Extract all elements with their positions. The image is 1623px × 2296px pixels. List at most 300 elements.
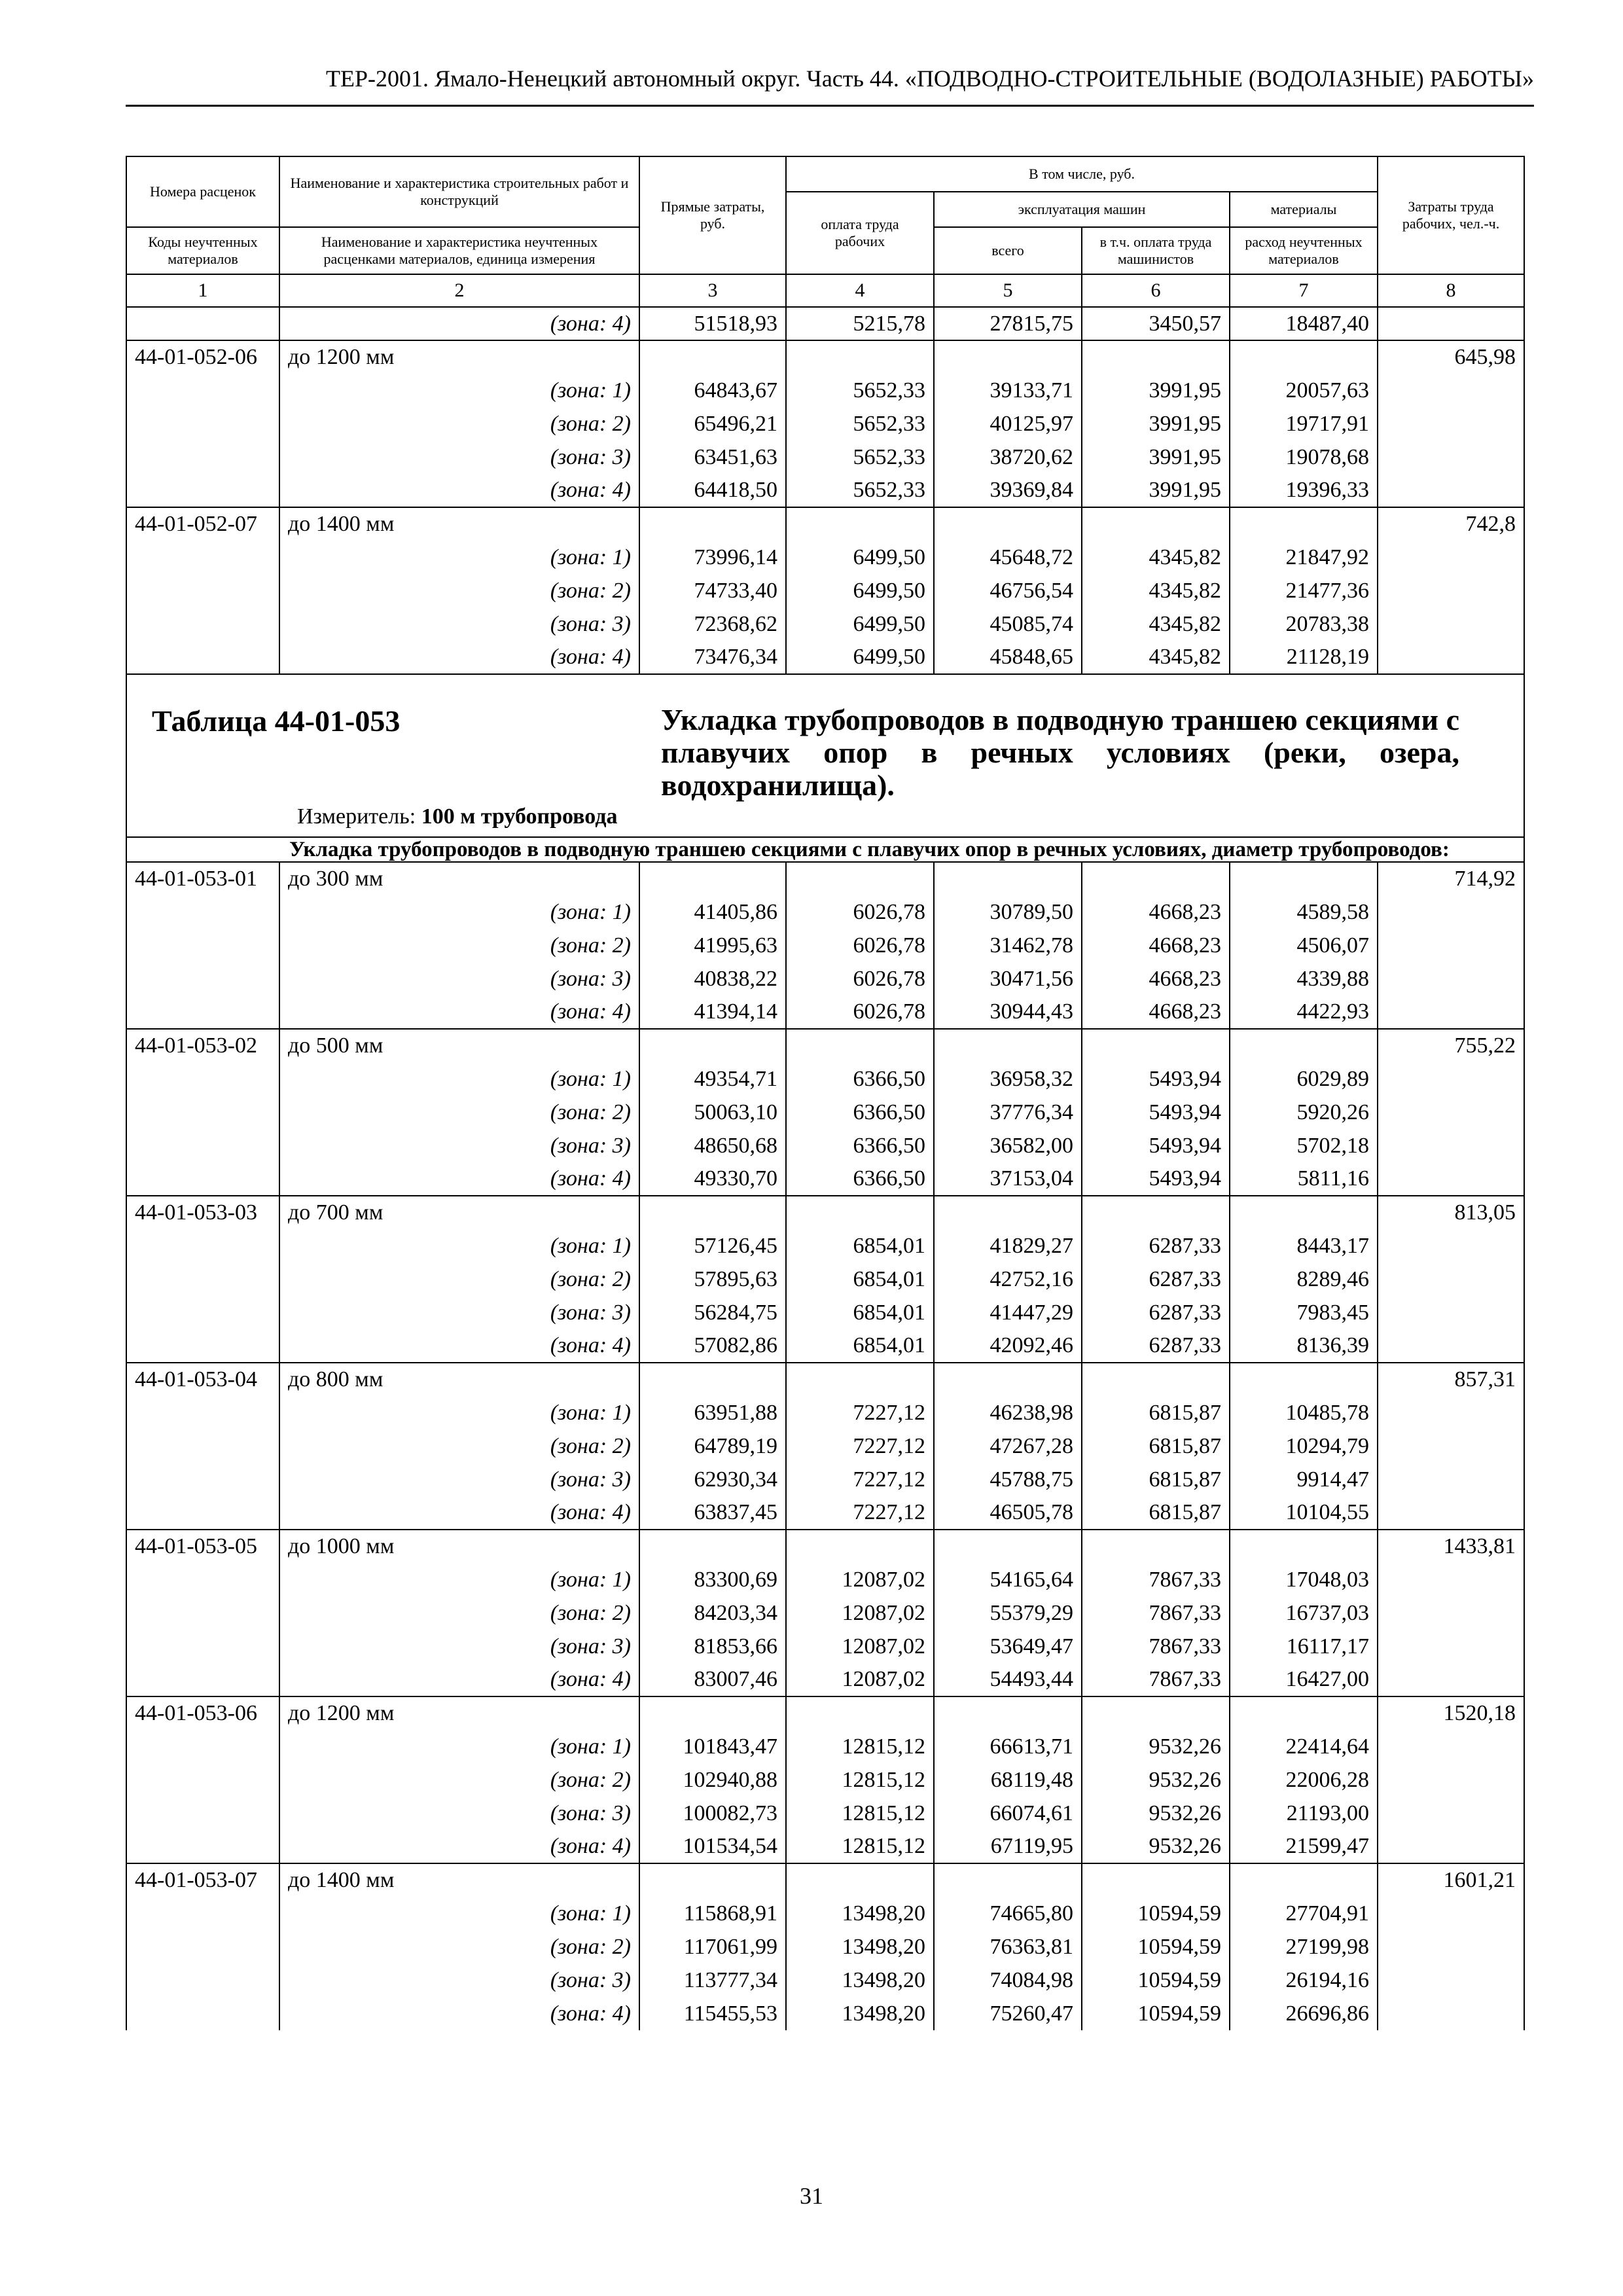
empty-cell	[126, 996, 279, 1029]
value-cell: 5702,18	[1230, 1129, 1378, 1162]
zone-row	[126, 1229, 1524, 1263]
value-cell: 73996,14	[639, 541, 786, 574]
value-cell: 8289,46	[1230, 1263, 1378, 1296]
empty-cell	[1378, 1930, 1524, 1964]
rate-row	[126, 1196, 1524, 1229]
value-cell: 6366,50	[786, 1162, 934, 1196]
empty-cell	[126, 1263, 279, 1296]
value-cell: 22006,28	[1230, 1763, 1378, 1797]
value-cell: 42092,46	[934, 1329, 1082, 1363]
empty-cell	[126, 1797, 279, 1830]
empty-cell	[1082, 507, 1230, 541]
value-cell: 5493,94	[1082, 1096, 1230, 1129]
empty-cell	[126, 307, 279, 340]
value-cell: 6287,33	[1082, 1229, 1230, 1263]
value-cell: 41995,63	[639, 929, 786, 962]
zone-label: (зона: 1)	[279, 1229, 639, 1263]
rate-row	[126, 1363, 1524, 1396]
value-cell: 57895,63	[639, 1263, 786, 1296]
zone-label: (зона: 4)	[279, 1663, 639, 1696]
labor-value: 755,22	[1378, 1029, 1524, 1062]
zone-row	[126, 607, 1524, 641]
value-cell: 6029,89	[1230, 1062, 1378, 1096]
empty-cell	[786, 1530, 934, 1563]
value-cell: 4422,93	[1230, 996, 1378, 1029]
value-cell: 6026,78	[786, 996, 934, 1029]
zone-label: (зона: 2)	[279, 574, 639, 607]
value-cell: 7867,33	[1082, 1663, 1230, 1696]
zone-row	[126, 1630, 1524, 1663]
table-name: Укладка трубопроводов в подводную траншею секциями с плавучих опор в речных условиях (реки, озера, водохранилища).	[661, 703, 1459, 802]
value-cell: 75260,47	[934, 1997, 1082, 2030]
zone-label: (зона: 2)	[279, 1596, 639, 1630]
empty-cell	[786, 340, 934, 374]
empty-cell	[126, 1663, 279, 1696]
value-cell: 46756,54	[934, 574, 1082, 607]
zone-row	[126, 1396, 1524, 1429]
value-cell: 30471,56	[934, 962, 1082, 996]
value-cell: 12087,02	[786, 1630, 934, 1663]
zone-label: (зона: 3)	[279, 1797, 639, 1830]
empty-cell	[1378, 1496, 1524, 1530]
value-cell: 39133,71	[934, 374, 1082, 407]
value-cell: 38720,62	[934, 440, 1082, 474]
value-cell: 5215,78	[786, 307, 934, 340]
value-cell: 4345,82	[1082, 574, 1230, 607]
rate-name: до 1400 мм	[279, 507, 639, 541]
empty-cell	[1378, 641, 1524, 674]
value-cell: 63451,63	[639, 440, 786, 474]
value-cell: 41447,29	[934, 1296, 1082, 1329]
value-cell: 55379,29	[934, 1596, 1082, 1630]
rate-name: до 300 мм	[279, 862, 639, 895]
zone-row	[126, 407, 1524, 440]
rate-code: 44-01-052-06	[126, 340, 279, 374]
value-cell: 74733,40	[639, 574, 786, 607]
value-cell: 31462,78	[934, 929, 1082, 962]
value-cell: 36582,00	[934, 1129, 1082, 1162]
value-cell: 19078,68	[1230, 440, 1378, 474]
page-header: ТЕР-2001. Ямало-Ненецкий автономный округ. Часть 44. «ПОДВОДНО-СТРОИТЕЛЬНЫЕ (ВОДОЛАЗНЫЕ) РАБОТЫ»	[126, 63, 1534, 107]
value-cell: 6287,33	[1082, 1296, 1230, 1329]
empty-cell	[126, 895, 279, 929]
value-cell: 9532,26	[1082, 1797, 1230, 1830]
empty-cell	[126, 1930, 279, 1964]
col-number: 8	[1378, 274, 1524, 307]
labor-value: 813,05	[1378, 1196, 1524, 1229]
value-cell: 5920,26	[1230, 1096, 1378, 1129]
value-cell: 26194,16	[1230, 1964, 1378, 1997]
zone-label: (зона: 2)	[279, 407, 639, 440]
empty-cell	[126, 574, 279, 607]
rate-code: 44-01-053-06	[126, 1696, 279, 1730]
zone-row	[126, 1563, 1524, 1596]
col-header-machines: эксплуатация машин	[934, 192, 1230, 227]
zone-label: (зона: 2)	[279, 1263, 639, 1296]
empty-cell	[934, 1196, 1082, 1229]
zone-row	[126, 1463, 1524, 1496]
empty-cell	[1082, 1363, 1230, 1396]
table-label: Таблица 44-01-053	[152, 704, 401, 738]
value-cell: 100082,73	[639, 1797, 786, 1830]
empty-cell	[1230, 862, 1378, 895]
value-cell: 83300,69	[639, 1563, 786, 1596]
zone-label: (зона: 4)	[279, 641, 639, 674]
empty-cell	[639, 340, 786, 374]
value-cell: 50063,10	[639, 1096, 786, 1129]
zone-row	[126, 474, 1524, 507]
value-cell: 46238,98	[934, 1396, 1082, 1429]
empty-cell	[126, 374, 279, 407]
empty-cell	[1378, 1162, 1524, 1196]
empty-cell	[1378, 1563, 1524, 1596]
value-cell: 6815,87	[1082, 1463, 1230, 1496]
value-cell: 65496,21	[639, 407, 786, 440]
zone-label: (зона: 4)	[279, 474, 639, 507]
empty-cell	[1378, 1429, 1524, 1463]
col-number: 5	[934, 274, 1082, 307]
value-cell: 20783,38	[1230, 607, 1378, 641]
zone-row	[126, 1296, 1524, 1329]
value-cell: 27199,98	[1230, 1930, 1378, 1964]
value-cell: 49354,71	[639, 1062, 786, 1096]
col-header-direct-costs: Прямые затраты, руб.	[639, 156, 786, 274]
value-cell: 63951,88	[639, 1396, 786, 1429]
value-cell: 64789,19	[639, 1429, 786, 1463]
empty-cell	[786, 1029, 934, 1062]
empty-cell	[1082, 340, 1230, 374]
value-cell: 72368,62	[639, 607, 786, 641]
empty-cell	[126, 929, 279, 962]
value-cell: 46505,78	[934, 1496, 1082, 1530]
value-cell: 6287,33	[1082, 1263, 1230, 1296]
empty-cell	[1378, 1730, 1524, 1763]
rate-row	[126, 507, 1524, 541]
labor-value: 742,8	[1378, 507, 1524, 541]
empty-cell	[1082, 1530, 1230, 1563]
value-cell: 9532,26	[1082, 1763, 1230, 1797]
value-cell: 45788,75	[934, 1463, 1082, 1496]
value-cell: 57082,86	[639, 1329, 786, 1363]
value-cell: 6366,50	[786, 1062, 934, 1096]
col-header-labor: Затраты труда рабочих, чел.-ч.	[1378, 156, 1524, 274]
empty-cell	[1378, 1096, 1524, 1129]
value-cell: 66613,71	[934, 1730, 1082, 1763]
zone-row	[126, 1096, 1524, 1129]
value-cell: 45848,65	[934, 641, 1082, 674]
empty-cell	[1378, 1062, 1524, 1096]
col-number: 3	[639, 274, 786, 307]
col-number: 1	[126, 274, 279, 307]
value-cell: 7227,12	[786, 1396, 934, 1429]
value-cell: 9914,47	[1230, 1463, 1378, 1496]
empty-cell	[1378, 1897, 1524, 1930]
value-cell: 12087,02	[786, 1663, 934, 1696]
zone-label: (зона: 1)	[279, 1563, 639, 1596]
empty-cell	[1378, 440, 1524, 474]
zone-row	[126, 574, 1524, 607]
zone-row	[126, 1162, 1524, 1196]
value-cell: 117061,99	[639, 1930, 786, 1964]
empty-cell	[1378, 1763, 1524, 1797]
empty-cell	[1378, 1263, 1524, 1296]
value-cell: 30789,50	[934, 895, 1082, 929]
value-cell: 5652,33	[786, 474, 934, 507]
zone-label: (зона: 4)	[279, 307, 639, 340]
value-cell: 4668,23	[1082, 962, 1230, 996]
value-cell: 12815,12	[786, 1763, 934, 1797]
empty-cell	[786, 1363, 934, 1396]
col-header-materials: материалы	[1230, 192, 1378, 227]
empty-cell	[126, 1429, 279, 1463]
empty-cell	[1378, 1296, 1524, 1329]
empty-cell	[639, 1696, 786, 1730]
value-cell: 19396,33	[1230, 474, 1378, 507]
empty-cell	[1378, 1797, 1524, 1830]
value-cell: 7867,33	[1082, 1563, 1230, 1596]
zone-label: (зона: 2)	[279, 929, 639, 962]
value-cell: 13498,20	[786, 1997, 934, 2030]
value-cell: 101843,47	[639, 1730, 786, 1763]
rate-code: 44-01-053-03	[126, 1196, 279, 1229]
value-cell: 42752,16	[934, 1263, 1082, 1296]
zone-row	[126, 1263, 1524, 1296]
empty-cell	[1230, 1530, 1378, 1563]
value-cell: 12815,12	[786, 1797, 934, 1830]
value-cell: 10104,55	[1230, 1496, 1378, 1530]
empty-cell	[126, 962, 279, 996]
empty-cell	[126, 1730, 279, 1763]
zone-row	[126, 541, 1524, 574]
value-cell: 57126,45	[639, 1229, 786, 1263]
rate-row	[126, 1863, 1524, 1897]
zone-label: (зона: 1)	[279, 1396, 639, 1429]
value-cell: 3450,57	[1082, 307, 1230, 340]
empty-cell	[1378, 1396, 1524, 1429]
zone-label: (зона: 2)	[279, 1763, 639, 1797]
empty-cell	[1378, 1997, 1524, 2030]
value-cell: 37153,04	[934, 1162, 1082, 1196]
value-cell: 74665,80	[934, 1897, 1082, 1930]
value-cell: 5652,33	[786, 407, 934, 440]
value-cell: 27704,91	[1230, 1897, 1378, 1930]
zone-row	[126, 996, 1524, 1029]
col-header-machines-total: всего	[934, 227, 1082, 274]
value-cell: 6499,50	[786, 541, 934, 574]
zone-label: (зона: 3)	[279, 1296, 639, 1329]
value-cell: 115868,91	[639, 1897, 786, 1930]
value-cell: 4668,23	[1082, 929, 1230, 962]
value-cell: 16737,03	[1230, 1596, 1378, 1630]
value-cell: 6026,78	[786, 895, 934, 929]
value-cell: 26696,86	[1230, 1997, 1378, 2030]
zone-row	[126, 1997, 1524, 2030]
value-cell: 76363,81	[934, 1930, 1082, 1964]
empty-cell	[1082, 1029, 1230, 1062]
value-cell: 12815,12	[786, 1830, 934, 1863]
empty-cell	[126, 641, 279, 674]
zone-row	[126, 895, 1524, 929]
empty-cell	[1378, 929, 1524, 962]
value-cell: 12815,12	[786, 1730, 934, 1763]
value-cell: 115455,53	[639, 1997, 786, 2030]
zone-row	[126, 1763, 1524, 1797]
value-cell: 21193,00	[1230, 1797, 1378, 1830]
value-cell: 10294,79	[1230, 1429, 1378, 1463]
value-cell: 54493,44	[934, 1663, 1082, 1696]
rate-name: до 500 мм	[279, 1029, 639, 1062]
empty-cell	[1378, 1229, 1524, 1263]
zone-label: (зона: 4)	[279, 1329, 639, 1363]
zone-row	[126, 1429, 1524, 1463]
empty-cell	[1378, 1630, 1524, 1663]
value-cell: 5493,94	[1082, 1129, 1230, 1162]
empty-cell	[1378, 374, 1524, 407]
value-cell: 22414,64	[1230, 1730, 1378, 1763]
value-cell: 18487,40	[1230, 307, 1378, 340]
value-cell: 74084,98	[934, 1964, 1082, 1997]
empty-cell	[1378, 307, 1524, 340]
empty-cell	[1230, 1363, 1378, 1396]
meter-value: 100 м трубопровода	[421, 804, 618, 829]
empty-cell	[1378, 407, 1524, 440]
value-cell: 6026,78	[786, 929, 934, 962]
zone-row	[126, 1930, 1524, 1964]
zone-label: (зона: 4)	[279, 1997, 639, 2030]
value-cell: 3991,95	[1082, 407, 1230, 440]
zone-row	[126, 1797, 1524, 1830]
zone-label: (зона: 1)	[279, 541, 639, 574]
value-cell: 49330,70	[639, 1162, 786, 1196]
value-cell: 41405,86	[639, 895, 786, 929]
value-cell: 53649,47	[934, 1630, 1082, 1663]
empty-cell	[934, 340, 1082, 374]
zone-row	[126, 1062, 1524, 1096]
empty-cell	[786, 862, 934, 895]
col-header-including: В том числе, руб.	[786, 156, 1378, 192]
value-cell: 36958,32	[934, 1062, 1082, 1096]
value-cell: 13498,20	[786, 1964, 934, 1997]
empty-cell	[934, 1863, 1082, 1897]
empty-cell	[1230, 1696, 1378, 1730]
value-cell: 7867,33	[1082, 1596, 1230, 1630]
empty-cell	[934, 1029, 1082, 1062]
rate-code: 44-01-053-02	[126, 1029, 279, 1062]
value-cell: 73476,34	[639, 641, 786, 674]
empty-cell	[1230, 1029, 1378, 1062]
empty-cell	[1378, 1129, 1524, 1162]
labor-value: 857,31	[1378, 1363, 1524, 1396]
value-cell: 12087,02	[786, 1563, 934, 1596]
empty-cell	[126, 1062, 279, 1096]
zone-row	[126, 1730, 1524, 1763]
value-cell: 21477,36	[1230, 574, 1378, 607]
empty-cell	[934, 1363, 1082, 1396]
empty-cell	[639, 507, 786, 541]
value-cell: 5493,94	[1082, 1062, 1230, 1096]
value-cell: 54165,64	[934, 1563, 1082, 1596]
value-cell: 7227,12	[786, 1496, 934, 1530]
empty-cell	[126, 607, 279, 641]
empty-cell	[934, 862, 1082, 895]
value-cell: 51518,93	[639, 307, 786, 340]
empty-cell	[126, 1096, 279, 1129]
empty-cell	[1230, 507, 1378, 541]
rate-name: до 700 мм	[279, 1196, 639, 1229]
value-cell: 56284,75	[639, 1296, 786, 1329]
empty-cell	[1378, 574, 1524, 607]
empty-cell	[126, 1763, 279, 1797]
rate-row	[126, 1696, 1524, 1730]
value-cell: 10594,59	[1082, 1897, 1230, 1930]
empty-cell	[126, 1162, 279, 1196]
col-header-code-bottom: Коды неучтенных материалов	[126, 227, 279, 274]
empty-cell	[126, 1964, 279, 1997]
value-cell: 13498,20	[786, 1930, 934, 1964]
value-cell: 10485,78	[1230, 1396, 1378, 1429]
value-cell: 5652,33	[786, 440, 934, 474]
value-cell: 84203,34	[639, 1596, 786, 1630]
value-cell: 17048,03	[1230, 1563, 1378, 1596]
value-cell: 6366,50	[786, 1096, 934, 1129]
value-cell: 63837,45	[639, 1496, 786, 1530]
rate-name: до 1400 мм	[279, 1863, 639, 1897]
value-cell: 6854,01	[786, 1229, 934, 1263]
section-title: Укладка трубопроводов в подводную траншею секциями с плавучих опор в речных условиях, диаметр трубопроводов:	[126, 837, 1524, 862]
empty-cell	[1378, 1964, 1524, 1997]
value-cell: 6815,87	[1082, 1429, 1230, 1463]
value-cell: 27815,75	[934, 307, 1082, 340]
value-cell: 21128,19	[1230, 641, 1378, 674]
value-cell: 4668,23	[1082, 996, 1230, 1029]
value-cell: 6499,50	[786, 641, 934, 674]
labor-value: 1433,81	[1378, 1530, 1524, 1563]
value-cell: 12087,02	[786, 1596, 934, 1630]
value-cell: 4506,07	[1230, 929, 1378, 962]
value-cell: 83007,46	[639, 1663, 786, 1696]
empty-cell	[1378, 895, 1524, 929]
col-number: 7	[1230, 274, 1378, 307]
value-cell: 6854,01	[786, 1263, 934, 1296]
empty-cell	[934, 1696, 1082, 1730]
value-cell: 21599,47	[1230, 1830, 1378, 1863]
empty-cell	[1378, 607, 1524, 641]
empty-cell	[126, 440, 279, 474]
zone-label: (зона: 1)	[279, 895, 639, 929]
empty-cell	[1378, 962, 1524, 996]
value-cell: 64843,67	[639, 374, 786, 407]
value-cell: 4345,82	[1082, 607, 1230, 641]
value-cell: 67119,95	[934, 1830, 1082, 1863]
value-cell: 6287,33	[1082, 1329, 1230, 1363]
rate-code: 44-01-053-07	[126, 1863, 279, 1897]
rate-code: 44-01-053-04	[126, 1363, 279, 1396]
table-title-block	[126, 674, 1524, 837]
empty-cell	[126, 1296, 279, 1329]
zone-label: (зона: 3)	[279, 962, 639, 996]
zone-row	[126, 641, 1524, 674]
empty-cell	[1378, 541, 1524, 574]
rate-row	[126, 340, 1524, 374]
empty-cell	[1082, 1863, 1230, 1897]
zone-row	[126, 1129, 1524, 1162]
value-cell: 7867,33	[1082, 1630, 1230, 1663]
empty-cell	[126, 1830, 279, 1863]
empty-cell	[126, 407, 279, 440]
empty-cell	[126, 1396, 279, 1429]
zone-row	[126, 962, 1524, 996]
zone-label: (зона: 4)	[279, 1830, 639, 1863]
